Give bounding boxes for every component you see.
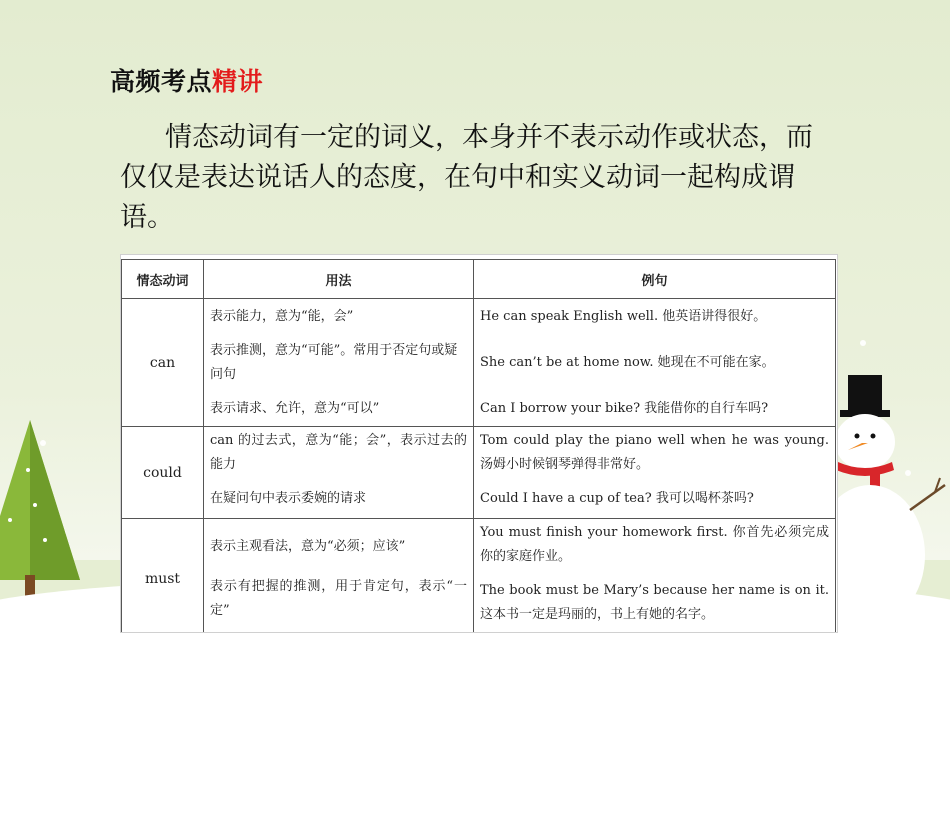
page-title <box>110 62 263 98</box>
verb-cell: could <box>122 427 204 519</box>
example-cell <box>474 519 836 634</box>
snowflake-decoration <box>860 340 866 346</box>
title-prefix: 高频考点 <box>110 67 213 96</box>
usage-text: 表示推测，意为“可能”。常用于否定句或疑问句 <box>210 343 458 382</box>
example-text: He can speak English well. 他英语讲得很好。 <box>480 309 767 324</box>
intro-paragraph: 情态动词有一定的词义，本身并不表示动作或状态，而仅仅是表达说话人的态度，在句中和实义动词一起构成谓语。 <box>120 122 813 233</box>
usage-cell <box>204 519 474 634</box>
verb-cell: can <box>122 299 204 427</box>
header-example: 例句 <box>474 260 836 299</box>
example-cell <box>474 299 836 427</box>
example-text: The book must be Mary’s because her name is on it. 这本书一定是玛丽的，书上有她的名字。 <box>480 583 829 622</box>
usage-cell <box>204 299 474 427</box>
header-verb: 情态动词 <box>122 260 204 299</box>
example-text: You must finish your homework first. 你首先必须完成你的家庭作业。 <box>480 525 829 564</box>
usage-table <box>121 259 836 633</box>
usage-text: 在疑问句中表示委婉的请求 <box>210 491 367 506</box>
table-row <box>122 519 836 634</box>
snowman-icon <box>820 370 950 630</box>
table-header-row <box>122 260 836 299</box>
usage-text: 表示主观看法，意为“必须；应该” <box>210 539 406 554</box>
usage-text: 表示能力，意为“能，会” <box>210 309 354 324</box>
example-text: Tom could play the piano well when he was young. 汤姆小时候钢琴弹得非常好。 <box>480 433 829 472</box>
title-highlight: 精讲 <box>212 67 264 96</box>
usage-text: 表示请求、允许，意为“可以” <box>210 401 380 416</box>
example-cell <box>474 427 836 519</box>
example-text: Can I borrow your bike? 我能借你的自行车吗? <box>480 401 769 416</box>
modal-verbs-table <box>120 254 838 633</box>
table-row <box>122 427 836 519</box>
usage-text: 表示有把握的推测，用于肯定句，表示“一定” <box>210 579 467 618</box>
usage-cell <box>204 427 474 519</box>
usage-text: can 的过去式，意为“能；会”，表示过去的能力 <box>210 433 467 472</box>
header-usage: 用法 <box>204 260 474 299</box>
table-row <box>122 299 836 427</box>
verb-cell: must <box>122 519 204 634</box>
example-text: Could I have a cup of tea? 我可以喝杯茶吗? <box>480 491 754 506</box>
example-text: She can’t be at home now. 她现在不可能在家。 <box>480 355 775 370</box>
